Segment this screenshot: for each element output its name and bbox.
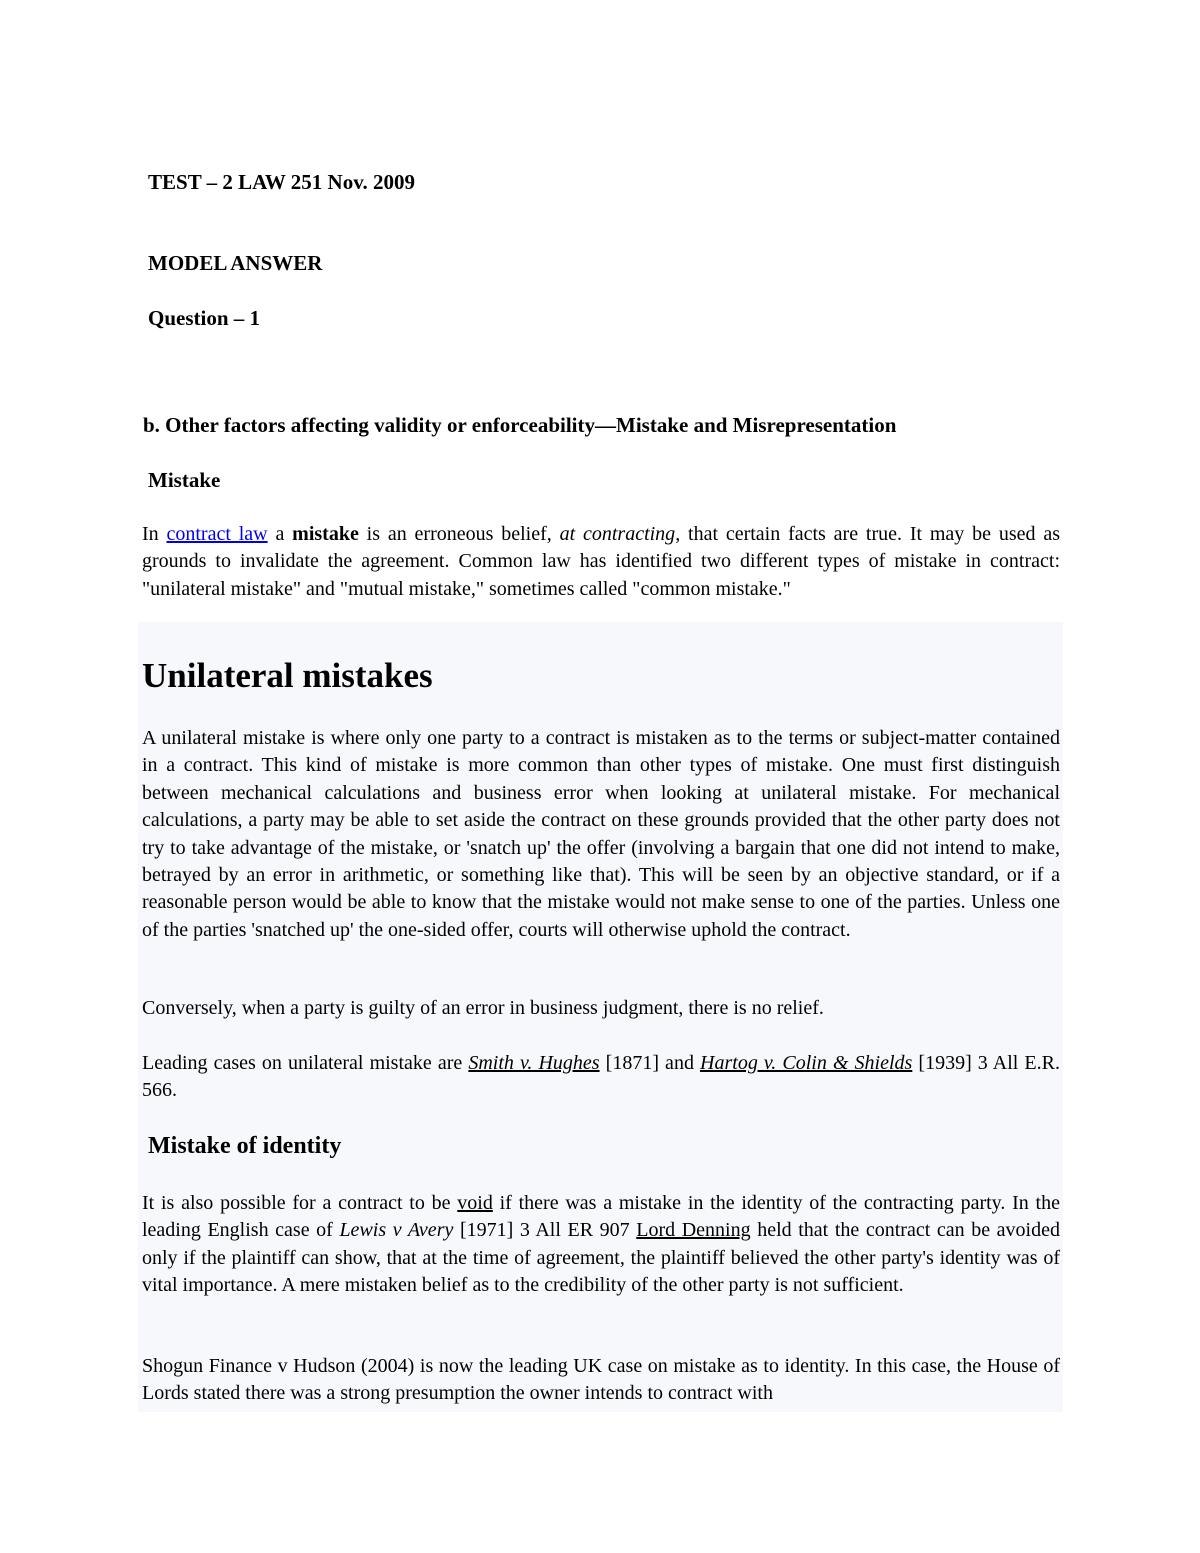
smith-v-hughes-link[interactable]: Smith v. Hughes bbox=[468, 1052, 600, 1074]
lord-denning-link[interactable]: Lord Denning bbox=[636, 1219, 751, 1242]
contract-law-link[interactable]: contract law bbox=[166, 523, 268, 545]
shogun-paragraph: Shogun Finance v Hudson (2004) is now the leading UK case on mistake as to identity. In this case, the House of Lords stated there was a strong presumption the owner intends to contract with bbox=[142, 1355, 1060, 1405]
identity-text: held that the contract can be avoided only if the plaintiff can show, that at the time of agreement, the plaintiff believed the other party's identity was of vital importance. A mere mistaken belief as to the credibility of the other party is not sufficient. bbox=[142, 1219, 1060, 1297]
intro-paragraph bbox=[142, 521, 1060, 603]
identity-text: [1971] 3 All ER 907 bbox=[453, 1219, 637, 1242]
leading-text: [1939] 3 All E.R. 566. bbox=[142, 1052, 1060, 1102]
intro-text: , that certain facts are true. It may be used as grounds to invalidate the agreement. Common law has identified two different types of mistake in contract: "unilateral mistake" and "mutual mistake," sometimes called "common mistake." bbox=[142, 523, 1060, 600]
section-subheading: b. Other factors affecting validity or enforceability—Mistake and Misrepresentation bbox=[143, 413, 897, 437]
unilateral-mistakes-heading: Unilateral mistakes bbox=[142, 656, 433, 695]
leading-text: [1871] and bbox=[599, 1052, 701, 1074]
test-title: TEST – 2 LAW 251 Nov. 2009 bbox=[148, 170, 416, 194]
intro-text: a bbox=[267, 523, 293, 545]
question-heading: Question – 1 bbox=[148, 306, 261, 330]
lewis-v-avery-case: Lewis v Avery bbox=[339, 1219, 454, 1242]
hartog-link[interactable]: Hartog v. Colin & Shields bbox=[700, 1052, 913, 1074]
identity-text: It is also possible for a contract to be bbox=[142, 1192, 458, 1214]
leading-cases-paragraph bbox=[142, 1050, 1060, 1105]
void-link[interactable]: void bbox=[457, 1192, 493, 1214]
unilateral-paragraph: A unilateral mistake is where only one party to a contract is mistaken as to the terms or subject-matter contained in a contract. This kind of mistake is more common than other types of mistake. One must first distinguish between mechanical calculations and business error when looking at unilateral mistake. For mechanical calculations, a party may be able to set aside the contract on these grounds provided that the other party does not try to take advantage of the mistake, or 'snatch up' the offer (involving a bargain that one did not intend to make, betrayed by an error in arithmetic, or something like that). This will be seen by an objective standard, or if a reasonable person would be able to know that the mistake would not make sense to one of the parties. Unless one of the parties 'snatched up' the one-sided offer, courts will otherwise uphold the contract. bbox=[142, 727, 1060, 941]
leading-text: Leading cases on unilateral mistake are bbox=[142, 1052, 469, 1074]
intro-text: In bbox=[142, 523, 167, 545]
mistake-label: Mistake bbox=[148, 468, 221, 492]
identity-text: if there was a mistake in the identity of the contracting party. In the leading English case of bbox=[142, 1192, 1060, 1242]
conversely-paragraph: Conversely, when a party is guilty of an error in business judgment, there is no relief. bbox=[142, 997, 824, 1019]
mistake-term: mistake bbox=[292, 523, 359, 545]
mistake-of-identity-heading: Mistake of identity bbox=[148, 1133, 342, 1159]
model-answer-heading: MODEL ANSWER bbox=[148, 251, 323, 275]
intro-text: is an erroneous belief, bbox=[358, 523, 560, 545]
at-contracting-term: at contracting bbox=[559, 523, 676, 545]
identity-paragraph bbox=[142, 1190, 1060, 1300]
